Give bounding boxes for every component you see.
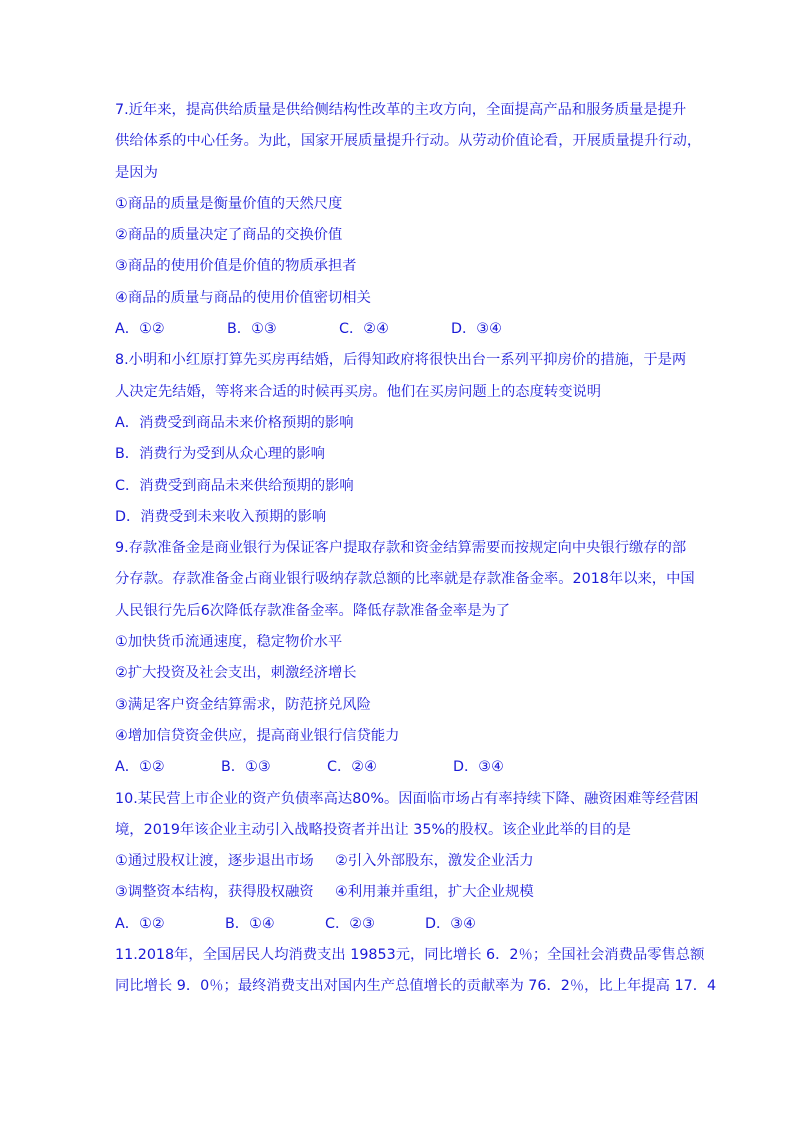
option-a: A．①② [115, 321, 165, 338]
option-c: C．消费受到商品未来供给预期的影响 [115, 477, 354, 494]
question-stem-line: 同比增长 9．0％；最终消费支出对国内生产总值增长的贡献率为 76．2％，比上年提高 17．4 [115, 978, 717, 995]
option-c: C．②④ [339, 321, 389, 338]
answer-options [115, 909, 685, 940]
option-b: B．①④ [225, 915, 275, 932]
option-b: B．消费行为受到从众心理的影响 [115, 446, 325, 463]
question-stem-line: 9.存款准备金是商业银行为保证客户提取存款和资金结算需要而按规定向中央银行缴存的部 [115, 540, 687, 557]
statement-item: ④商品的质量与商品的使用价值密切相关 [115, 289, 371, 306]
question-stem-line: 分存款。存款准备金占商业银行吸纳存款总额的比率就是存款准备金率。2018年以来，中国 [115, 571, 695, 588]
option-a: A．消费受到商品未来价格预期的影响 [115, 414, 354, 431]
option-c: C．②④ [327, 759, 377, 776]
statement-item: ③商品的使用价值是价值的物质承担者 [115, 258, 357, 275]
option-d: D．③④ [453, 759, 504, 776]
question-8 [115, 345, 685, 533]
statement-item: ③满足客户资金结算需求，防范挤兑风险 [115, 696, 371, 713]
statement-item: ①商品的质量是衡量价值的天然尺度 [115, 195, 343, 212]
option-b: B．①③ [221, 759, 271, 776]
answer-options [115, 314, 685, 345]
statement-row [115, 877, 685, 908]
answer-options [115, 752, 685, 783]
question-9 [115, 533, 695, 783]
statement-item: ③调整资本结构，获得股权融资 [115, 884, 314, 901]
question-stem-line: 人民银行先后6次降低存款准备金率。降低存款准备金率是为了 [115, 602, 511, 619]
option-d: D．消费受到未来收入预期的影响 [115, 508, 327, 525]
option-a: A．①② [115, 759, 165, 776]
document-page [115, 95, 717, 1003]
question-11 [115, 940, 717, 1003]
question-stem-line: 8.小明和小红原打算先买房再结婚，后得知政府将很快出台一系列平抑房价的措施，于是两 [115, 352, 687, 369]
option-a: A．①② [115, 915, 165, 932]
statement-item: ②商品的质量决定了商品的交换价值 [115, 227, 343, 244]
question-stem-line: 11.2018年，全国居民人均消费支出 19853元，同比增长 6．2％；全国社会消费品零售总额 [115, 947, 705, 964]
question-stem-line: 人决定先结婚，等将来合适的时候再买房。他们在买房问题上的态度转变说明 [115, 383, 602, 400]
question-10 [115, 784, 699, 940]
question-stem-line: 7.近年来，提高供给质量是供给侧结构性改革的主攻方向，全面提高产品和服务质量是提升 [115, 102, 687, 118]
statement-item: ②扩大投资及社会支出，刺激经济增长 [115, 665, 357, 682]
question-7 [115, 95, 702, 345]
option-d: D．③④ [451, 321, 502, 338]
question-stem-line: 是因为 [115, 164, 158, 181]
option-c: C．②③ [325, 915, 375, 932]
question-stem-line: 供给体系的中心任务。为此，国家开展质量提升行动。从劳动价值论看，开展质量提升行动， [115, 133, 702, 150]
option-d: D．③④ [425, 915, 476, 932]
statement-item: ④利用兼并重组，扩大企业规模 [335, 884, 534, 901]
question-stem-line: 境，2019年该企业主动引入战略投资者并出让 35%的股权。该企业此举的目的是 [115, 821, 631, 838]
statement-row [115, 846, 685, 877]
question-stem-line: 10.某民营上市企业的资产负债率高达80%。因面临市场占有率持续下降、融资困难等经营困 [115, 790, 699, 807]
option-b: B．①③ [227, 321, 277, 338]
statement-item: ①通过股权让渡，逐步退出市场 [115, 853, 314, 870]
statement-item: ②引入外部股东，激发企业活力 [335, 853, 534, 870]
statement-item: ④增加信贷资金供应，提高商业银行信贷能力 [115, 727, 400, 744]
statement-item: ①加快货币流通速度，稳定物价水平 [115, 634, 343, 651]
